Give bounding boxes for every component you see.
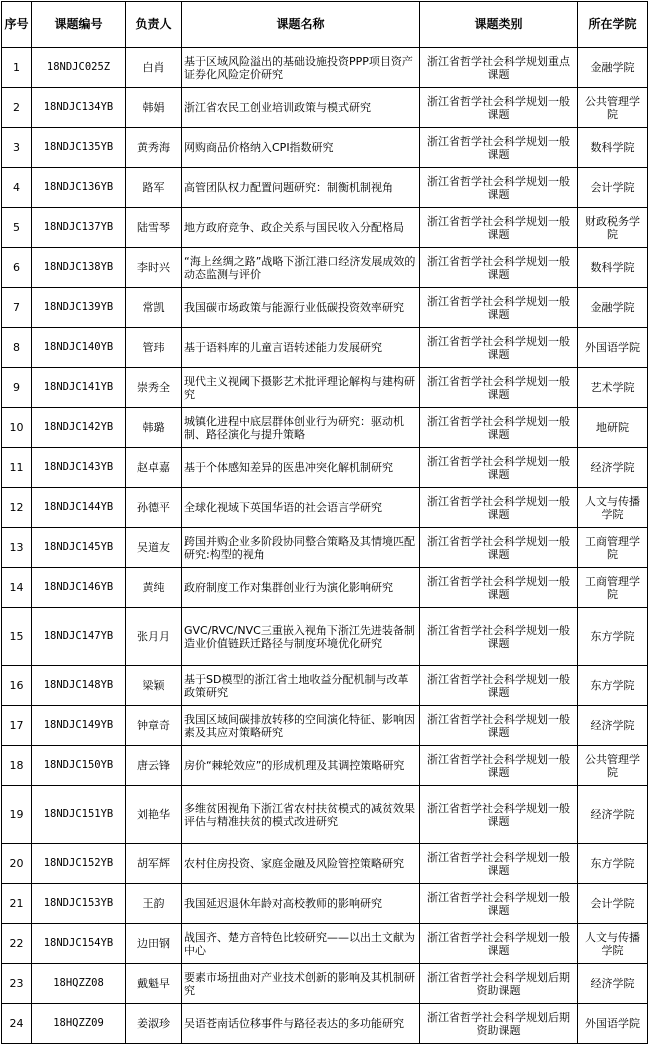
cell-project-title: 我国延迟退休年龄对高校教师的影响研究: [182, 884, 420, 924]
cell-leader: 王韵: [126, 884, 182, 924]
cell-project-id: 18NDJC149YB: [32, 706, 126, 746]
cell-project-title: 要素市场扭曲对产业技术创新的影响及其机制研究: [182, 964, 420, 1004]
header-row: [2, 2, 648, 48]
cell-project-id: 18NDJC140YB: [32, 328, 126, 368]
table-row: [2, 1004, 648, 1044]
table-row: [2, 528, 648, 568]
cell-college: 数科学院: [578, 128, 648, 168]
cell-no: 6: [2, 248, 32, 288]
cell-category: 浙江省哲学社会科学规划一般课题: [420, 168, 578, 208]
cell-project-title: GVC/RVC/NVC三重嵌入视角下浙江先进装备制造业价值链跃迁路径与制度环境优化研究: [182, 608, 420, 666]
cell-category: 浙江省哲学社会科学规划一般课题: [420, 844, 578, 884]
cell-project-id: 18NDJC139YB: [32, 288, 126, 328]
cell-project-title: 我国区域间碳排放转移的空间演化特征、影响因素及其应对策略研究: [182, 706, 420, 746]
cell-project-id: 18NDJC135YB: [32, 128, 126, 168]
cell-college: 公共管理学院: [578, 88, 648, 128]
cell-no: 14: [2, 568, 32, 608]
header-lead: 负责人: [126, 2, 182, 48]
cell-college: 公共管理学院: [578, 746, 648, 786]
cell-project-id: 18NDJC147YB: [32, 608, 126, 666]
cell-no: 19: [2, 786, 32, 844]
cell-college: 人文与传播学院: [578, 488, 648, 528]
cell-college: 艺术学院: [578, 368, 648, 408]
cell-leader: 路军: [126, 168, 182, 208]
cell-category: 浙江省哲学社会科学规划一般课题: [420, 528, 578, 568]
cell-no: 20: [2, 844, 32, 884]
cell-project-title: 跨国并购企业多阶段协同整合策略及其情境匹配研究:构型的视角: [182, 528, 420, 568]
table-row: [2, 168, 648, 208]
cell-category: 浙江省哲学社会科学规划一般课题: [420, 248, 578, 288]
cell-no: 7: [2, 288, 32, 328]
cell-project-title: 城镇化进程中底层群体创业行为研究：驱动机制、路径演化与提升策略: [182, 408, 420, 448]
table-row: [2, 128, 648, 168]
cell-project-id: 18NDJC144YB: [32, 488, 126, 528]
cell-leader: 黄秀海: [126, 128, 182, 168]
cell-project-id: 18NDJC146YB: [32, 568, 126, 608]
table-row: [2, 48, 648, 88]
cell-leader: 唐云锋: [126, 746, 182, 786]
cell-project-title: “海上丝绸之路”战略下浙江港口经济发展成效的动态监测与评价: [182, 248, 420, 288]
cell-category: 浙江省哲学社会科学规划一般课题: [420, 128, 578, 168]
table-row: [2, 368, 648, 408]
header-college: 所在学院: [578, 2, 648, 48]
cell-category: 浙江省哲学社会科学规划一般课题: [420, 786, 578, 844]
table-row: [2, 844, 648, 884]
project-table: [1, 1, 648, 1044]
cell-college: 外国语学院: [578, 328, 648, 368]
cell-project-title: 政府制度工作对集群创业行为演化影响研究: [182, 568, 420, 608]
cell-no: 9: [2, 368, 32, 408]
cell-leader: 白肖: [126, 48, 182, 88]
header-id: 课题编号: [32, 2, 126, 48]
cell-project-id: 18HQZZ08: [32, 964, 126, 1004]
table-row: [2, 746, 648, 786]
table-row: [2, 706, 648, 746]
cell-college: 数科学院: [578, 248, 648, 288]
table-row: [2, 884, 648, 924]
cell-category: 浙江省哲学社会科学规划一般课题: [420, 368, 578, 408]
cell-project-title: 浙江省农民工创业培训政策与模式研究: [182, 88, 420, 128]
header-no: 序号: [2, 2, 32, 48]
table-row: [2, 488, 648, 528]
cell-leader: 孙德平: [126, 488, 182, 528]
cell-category: 浙江省哲学社会科学规划一般课题: [420, 746, 578, 786]
cell-category: 浙江省哲学社会科学规划后期资助课题: [420, 1004, 578, 1044]
cell-college: 经济学院: [578, 964, 648, 1004]
cell-project-title: 农村住房投资、家庭金融及风险管控策略研究: [182, 844, 420, 884]
cell-project-title: 战国齐、楚方音特色比较研究——以出土文献为中心: [182, 924, 420, 964]
cell-project-title: 高管团队权力配置问题研究：制衡机制视角: [182, 168, 420, 208]
cell-leader: 常凯: [126, 288, 182, 328]
cell-leader: 韩璐: [126, 408, 182, 448]
cell-no: 23: [2, 964, 32, 1004]
cell-no: 11: [2, 448, 32, 488]
cell-no: 13: [2, 528, 32, 568]
cell-college: 会计学院: [578, 884, 648, 924]
cell-leader: 胡军辉: [126, 844, 182, 884]
cell-project-title: 基于语料库的儿童言语转述能力发展研究: [182, 328, 420, 368]
cell-leader: 管玮: [126, 328, 182, 368]
table-row: [2, 248, 648, 288]
cell-project-id: 18NDJC154YB: [32, 924, 126, 964]
table-row: [2, 666, 648, 706]
cell-no: 1: [2, 48, 32, 88]
cell-college: 经济学院: [578, 706, 648, 746]
table-row: [2, 924, 648, 964]
cell-leader: 张月月: [126, 608, 182, 666]
cell-no: 3: [2, 128, 32, 168]
cell-no: 12: [2, 488, 32, 528]
cell-no: 24: [2, 1004, 32, 1044]
cell-category: 浙江省哲学社会科学规划一般课题: [420, 488, 578, 528]
cell-leader: 姜淑珍: [126, 1004, 182, 1044]
cell-college: 金融学院: [578, 288, 648, 328]
cell-leader: 陆雪琴: [126, 208, 182, 248]
cell-no: 17: [2, 706, 32, 746]
cell-no: 2: [2, 88, 32, 128]
cell-category: 浙江省哲学社会科学规划一般课题: [420, 448, 578, 488]
cell-college: 地研院: [578, 408, 648, 448]
cell-category: 浙江省哲学社会科学规划一般课题: [420, 288, 578, 328]
cell-leader: 钟章奇: [126, 706, 182, 746]
cell-project-id: 18NDJC025Z: [32, 48, 126, 88]
cell-leader: 刘艳华: [126, 786, 182, 844]
cell-college: 金融学院: [578, 48, 648, 88]
cell-leader: 黄纯: [126, 568, 182, 608]
cell-leader: 戴魁早: [126, 964, 182, 1004]
cell-college: 经济学院: [578, 448, 648, 488]
cell-project-title: 网购商品价格纳入CPI指数研究: [182, 128, 420, 168]
cell-category: 浙江省哲学社会科学规划一般课题: [420, 706, 578, 746]
cell-college: 东方学院: [578, 844, 648, 884]
cell-project-title: 吴语苍南话位移事件与路径表达的多功能研究: [182, 1004, 420, 1044]
cell-project-id: 18NDJC152YB: [32, 844, 126, 884]
cell-college: 财政税务学院: [578, 208, 648, 248]
cell-project-id: 18NDJC138YB: [32, 248, 126, 288]
cell-project-id: 18NDJC151YB: [32, 786, 126, 844]
cell-college: 人文与传播学院: [578, 924, 648, 964]
cell-college: 外国语学院: [578, 1004, 648, 1044]
cell-college: 工商管理学院: [578, 568, 648, 608]
cell-project-id: 18HQZZ09: [32, 1004, 126, 1044]
table-row: [2, 964, 648, 1004]
cell-no: 8: [2, 328, 32, 368]
cell-category: 浙江省哲学社会科学规划一般课题: [420, 408, 578, 448]
cell-leader: 边田钢: [126, 924, 182, 964]
table-row: [2, 786, 648, 844]
cell-no: 15: [2, 608, 32, 666]
header-title: 课题名称: [182, 2, 420, 48]
cell-no: 5: [2, 208, 32, 248]
table-row: [2, 208, 648, 248]
cell-project-title: 多维贫困视角下浙江省农村扶贫模式的减贫效果评估与精准扶贫的模式改进研究: [182, 786, 420, 844]
cell-project-id: 18NDJC153YB: [32, 884, 126, 924]
cell-category: 浙江省哲学社会科学规划一般课题: [420, 208, 578, 248]
cell-no: 16: [2, 666, 32, 706]
cell-no: 22: [2, 924, 32, 964]
cell-project-id: 18NDJC148YB: [32, 666, 126, 706]
cell-project-id: 18NDJC136YB: [32, 168, 126, 208]
cell-college: 东方学院: [578, 666, 648, 706]
cell-college: 东方学院: [578, 608, 648, 666]
cell-leader: 崇秀全: [126, 368, 182, 408]
cell-project-id: 18NDJC145YB: [32, 528, 126, 568]
cell-project-title: 房价“棘轮效应”的形成机理及其调控策略研究: [182, 746, 420, 786]
cell-project-title: 现代主义视阈下摄影艺术批评理论解构与建构研究: [182, 368, 420, 408]
cell-college: 经济学院: [578, 786, 648, 844]
header-category: 课题类别: [420, 2, 578, 48]
cell-project-id: 18NDJC137YB: [32, 208, 126, 248]
table-row: [2, 608, 648, 666]
table-row: [2, 568, 648, 608]
table-body: [2, 48, 648, 1044]
table-row: [2, 448, 648, 488]
cell-no: 4: [2, 168, 32, 208]
cell-project-id: 18NDJC142YB: [32, 408, 126, 448]
cell-no: 10: [2, 408, 32, 448]
table-row: [2, 408, 648, 448]
cell-category: 浙江省哲学社会科学规划一般课题: [420, 568, 578, 608]
cell-project-id: 18NDJC141YB: [32, 368, 126, 408]
cell-project-title: 基于SD模型的浙江省土地收益分配机制与改革政策研究: [182, 666, 420, 706]
cell-project-id: 18NDJC134YB: [32, 88, 126, 128]
cell-college: 工商管理学院: [578, 528, 648, 568]
cell-category: 浙江省哲学社会科学规划一般课题: [420, 666, 578, 706]
cell-leader: 赵卓嘉: [126, 448, 182, 488]
cell-project-title: 基于个体感知差异的医患冲突化解机制研究: [182, 448, 420, 488]
cell-project-id: 18NDJC150YB: [32, 746, 126, 786]
table-row: [2, 88, 648, 128]
table-row: [2, 328, 648, 368]
cell-project-title: 全球化视域下英国华语的社会语言学研究: [182, 488, 420, 528]
cell-category: 浙江省哲学社会科学规划一般课题: [420, 328, 578, 368]
cell-category: 浙江省哲学社会科学规划一般课题: [420, 924, 578, 964]
cell-category: 浙江省哲学社会科学规划一般课题: [420, 88, 578, 128]
cell-category: 浙江省哲学社会科学规划重点课题: [420, 48, 578, 88]
table-row: [2, 288, 648, 328]
cell-no: 21: [2, 884, 32, 924]
cell-project-title: 我国碳市场政策与能源行业低碳投资效率研究: [182, 288, 420, 328]
cell-college: 会计学院: [578, 168, 648, 208]
cell-no: 18: [2, 746, 32, 786]
cell-category: 浙江省哲学社会科学规划一般课题: [420, 608, 578, 666]
cell-category: 浙江省哲学社会科学规划后期资助课题: [420, 964, 578, 1004]
cell-leader: 吴道友: [126, 528, 182, 568]
cell-project-id: 18NDJC143YB: [32, 448, 126, 488]
cell-leader: 梁颖: [126, 666, 182, 706]
cell-project-title: 地方政府竞争、政企关系与国民收入分配格局: [182, 208, 420, 248]
cell-leader: 李时兴: [126, 248, 182, 288]
cell-project-title: 基于区域风险溢出的基础设施投资PPP项目资产证券化风险定价研究: [182, 48, 420, 88]
cell-leader: 韩娟: [126, 88, 182, 128]
cell-category: 浙江省哲学社会科学规划一般课题: [420, 884, 578, 924]
